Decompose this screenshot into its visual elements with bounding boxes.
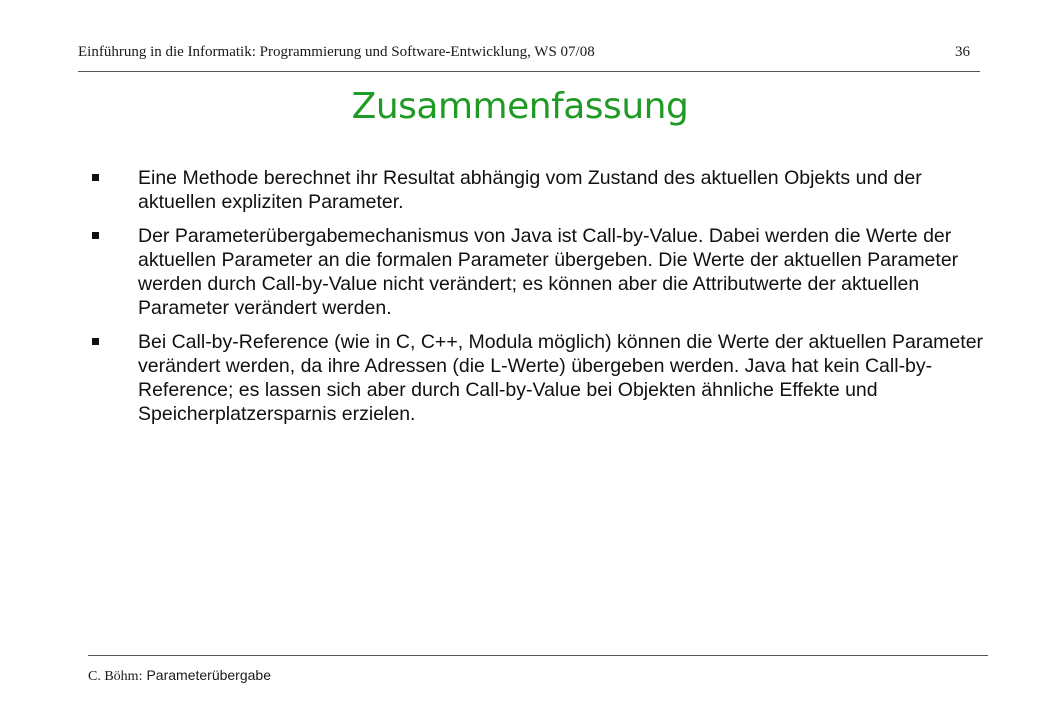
header-course-title: Einführung in die Informatik: Programmierung und Software-Entwicklung, WS 07/08 — [78, 44, 595, 60]
footer — [88, 667, 271, 685]
page-number: 36 — [955, 44, 970, 60]
bullet-text: Der Parameterübergabemechanismus von Java ist Call-by-Value. Dabei werden die Werte der aktuellen Parameter an die formalen Parameter übergeben. Die Werte der aktuellen Parameter werden durch Call-by-Value nicht verändert; es können aber die Attributwerte der aktuellen Parameter verändert werden. — [138, 225, 959, 319]
header-divider — [78, 71, 980, 72]
bullet-text: Bei Call-by-Reference (wie in C, C++, Modula möglich) können die Werte der aktuellen Parameter verändert werden, da ihre Adressen (die L-Werte) übergeben werden. Java hat kein Call-by-Reference; es lassen sich aber durch Call-by-Value bei Objekten ähnliche Effekte und Speicherplatzersparnis erzielen. — [138, 331, 984, 425]
footer-divider — [88, 655, 988, 656]
bullet-item — [90, 166, 1000, 214]
slide-title: Zusammenfassung — [351, 86, 689, 127]
bullet-text: Eine Methode berechnet ihr Resultat abhängig vom Zustand des aktuellen Objekts und der aktuellen expliziten Parameter. — [138, 167, 922, 213]
square-bullet-icon — [92, 338, 99, 345]
footer-topic: Parameterübergabe — [146, 667, 271, 683]
square-bullet-icon — [92, 174, 99, 181]
bullet-item — [90, 330, 1000, 426]
bullet-list — [90, 166, 1000, 436]
footer-author: C. Böhm: — [88, 669, 143, 684]
bullet-item — [90, 224, 1000, 320]
square-bullet-icon — [92, 232, 99, 239]
